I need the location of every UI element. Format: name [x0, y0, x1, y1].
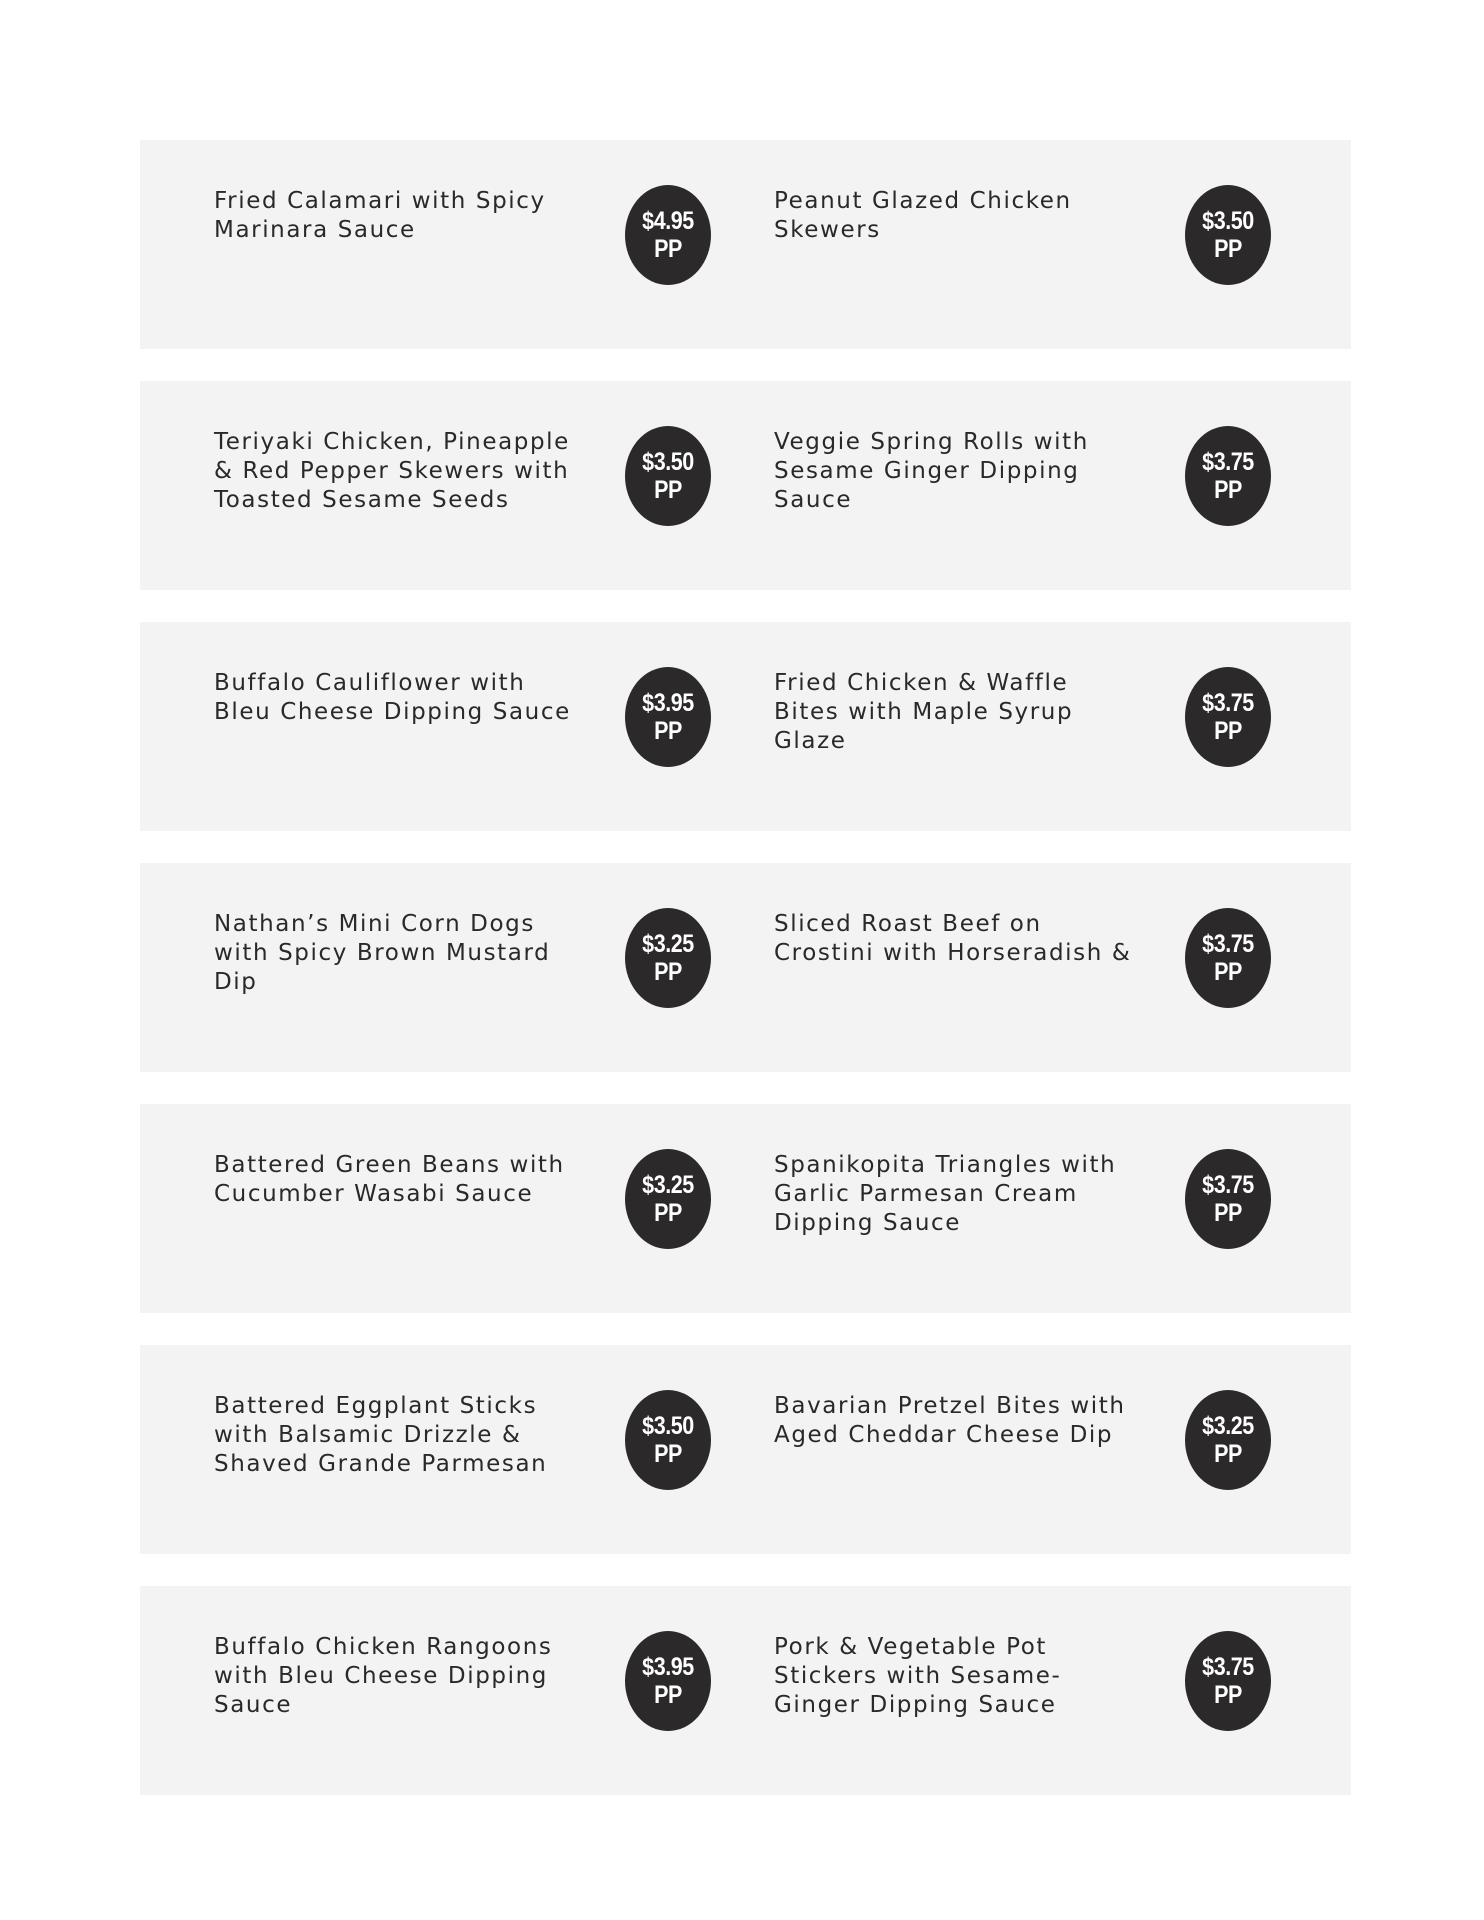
menu-item	[140, 1345, 700, 1554]
price-badge	[625, 667, 711, 767]
item-name: Veggie Spring Rolls with Sesame Ginger Dipping Sauce	[774, 429, 1089, 513]
price-unit: PP	[1214, 717, 1242, 745]
price-badge	[625, 1631, 711, 1731]
price-unit: PP	[654, 1440, 682, 1468]
price-badge	[625, 1149, 711, 1249]
price-amount: $3.75	[1202, 1171, 1254, 1199]
menu-row	[140, 1345, 1351, 1554]
item-name: Fried Chicken & Waffle Bites with Maple Syrup Glaze	[774, 670, 1074, 754]
price-unit: PP	[654, 958, 682, 986]
price-badge	[625, 908, 711, 1008]
item-name: Spanikopita Triangles with Garlic Parmesan Cream Dipping Sauce	[774, 1152, 1117, 1236]
price-amount: $3.25	[642, 930, 694, 958]
menu-row	[140, 1104, 1351, 1313]
item-name: Nathan’s Mini Corn Dogs with Spicy Brown Mustard Dip	[214, 911, 551, 995]
price-unit: PP	[1214, 1199, 1242, 1227]
price-badge	[1185, 1390, 1271, 1490]
price-badge	[1185, 1149, 1271, 1249]
price-amount: $3.95	[642, 689, 694, 717]
price-unit: PP	[654, 235, 682, 263]
price-amount: $3.75	[1202, 1653, 1254, 1681]
price-amount: $3.50	[642, 1412, 694, 1440]
item-name: Sliced Roast Beef on Crostini with Horseradish &	[774, 911, 1132, 966]
menu-item	[700, 1345, 1260, 1554]
price-amount: $3.25	[1202, 1412, 1254, 1440]
price-unit: PP	[1214, 1440, 1242, 1468]
price-unit: PP	[1214, 476, 1242, 504]
item-name: Bavarian Pretzel Bites with Aged Cheddar Cheese Dip	[774, 1393, 1126, 1448]
price-badge	[1185, 908, 1271, 1008]
price-amount: $3.75	[1202, 930, 1254, 958]
menu-item	[700, 381, 1260, 590]
item-name: Battered Eggplant Sticks with Balsamic Drizzle & Shaved Grande Parmesan	[214, 1393, 548, 1477]
item-name: Battered Green Beans with Cucumber Wasabi Sauce	[214, 1152, 565, 1207]
menu-row	[140, 381, 1351, 590]
item-name: Teriyaki Chicken, Pineapple & Red Pepper Skewers with Toasted Sesame Seeds	[214, 429, 570, 513]
menu-item	[140, 140, 700, 349]
menu-row	[140, 863, 1351, 1072]
menu-row	[140, 1586, 1351, 1795]
price-unit: PP	[1214, 235, 1242, 263]
price-badge	[625, 1390, 711, 1490]
item-name: Buffalo Chicken Rangoons with Bleu Cheese Dipping Sauce	[214, 1634, 553, 1718]
price-badge	[1185, 667, 1271, 767]
price-unit: PP	[654, 1681, 682, 1709]
item-name: Buffalo Cauliflower with Bleu Cheese Dipping Sauce	[214, 670, 571, 725]
price-amount: $3.95	[642, 1653, 694, 1681]
menu-item	[700, 1586, 1260, 1795]
price-amount: $3.75	[1202, 689, 1254, 717]
menu-row	[140, 140, 1351, 349]
menu-item	[140, 622, 700, 831]
price-badge	[1185, 185, 1271, 285]
menu-item	[700, 863, 1260, 1072]
menu-item	[700, 622, 1260, 831]
item-name: Fried Calamari with Spicy Marinara Sauce	[214, 188, 546, 243]
menu-item	[140, 381, 700, 590]
price-amount: $3.75	[1202, 448, 1254, 476]
price-unit: PP	[654, 717, 682, 745]
price-badge	[1185, 426, 1271, 526]
menu-item	[700, 140, 1260, 349]
appetizer-menu	[140, 140, 1351, 1827]
price-unit: PP	[1214, 958, 1242, 986]
price-unit: PP	[1214, 1681, 1242, 1709]
menu-item	[140, 1104, 700, 1313]
menu-item	[700, 1104, 1260, 1313]
price-amount: $3.25	[642, 1171, 694, 1199]
price-amount: $3.50	[1202, 207, 1254, 235]
price-unit: PP	[654, 1199, 682, 1227]
menu-row	[140, 622, 1351, 831]
menu-item	[140, 863, 700, 1072]
price-amount: $4.95	[642, 207, 694, 235]
price-amount: $3.50	[642, 448, 694, 476]
price-badge	[625, 426, 711, 526]
item-name: Pork & Vegetable Pot Stickers with Sesame-Ginger Dipping Sauce	[774, 1634, 1062, 1718]
price-unit: PP	[654, 476, 682, 504]
item-name: Peanut Glazed Chicken Skewers	[774, 188, 1072, 243]
price-badge	[1185, 1631, 1271, 1731]
menu-item	[140, 1586, 700, 1795]
price-badge	[625, 185, 711, 285]
